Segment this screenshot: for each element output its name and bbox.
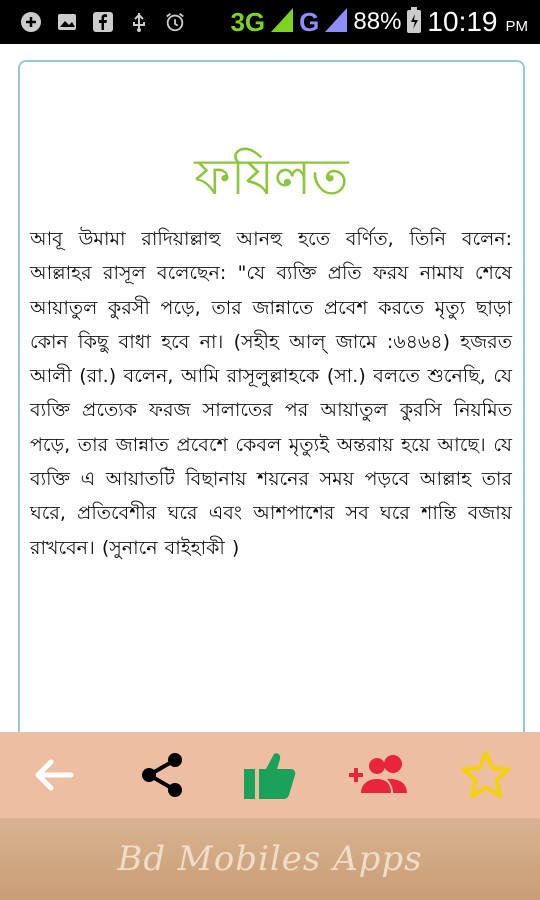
image-icon [56,11,78,33]
battery-icon [407,7,421,37]
article-body: আবূ উমামা রাদিয়াল্লাহু আনহু হতে বর্ণিত, তিনি বলেন: আল্লাহর রাসূল বলেছেন: "যে ব্যক্তি প্রতি ফরয নামায শেষে আয়াতুল কুরসী পড়ে, তার জান্নাতে প্রবেশ করতে মৃত্যু ছাড়া কোন কিছু বাধা হবে না। (সহীহ আল্ জামে :৬৪৬৪) হজরত আলী (রা.) বলেন, আমি রাসূলুল্লাহকে (সা.) বলতে শুনেছি, যে ব্যক্তি প্রত্যেক ফরজ সালাতের পর আয়াতুল কুরসি নিয়মিত পড়ে, তার জান্নাত প্রবেশে কেবল মৃত্যুই অন্তরায় হয়ে আছে। যে ব্যক্তি এ আয়াতটি বিছানায় শয়নের সময় পড়বে আল্লাহ তার ঘরে, প্রতিবেশীর ঘরে এবং আশপাশের সব ঘরে শান্তি বজায় রাখবেন। (সুনানে বাইহাকী ) [30,228,512,559]
battery-percent: 88% [353,8,402,35]
add-friend-button[interactable] [346,743,410,807]
clock-time: 10:19 [427,6,498,37]
network-g-label: G [299,6,320,37]
facebook-icon [92,11,114,33]
favorite-button[interactable] [454,743,518,807]
footer-banner [0,818,540,900]
share-button[interactable] [130,743,194,807]
share-icon [137,750,187,800]
alarm-icon [164,11,186,33]
like-button[interactable] [238,743,302,807]
article-title: ফযিলত [194,148,349,206]
content-area [0,44,540,732]
add-user-icon [347,753,409,797]
clock-ampm: PM [505,17,528,35]
action-bar [0,732,540,818]
status-bar [0,0,540,44]
network-3g-label: 3G [230,6,266,37]
back-button[interactable] [22,743,86,807]
thumbs-up-icon [242,749,298,801]
arrow-left-icon [29,750,79,800]
signal-icon [325,8,347,36]
signal-icon [271,8,293,36]
brand-text: Bd Mobiles Apps [117,839,423,879]
add-circle-icon [20,11,42,33]
article-card [18,60,525,764]
star-icon [460,749,512,801]
usb-icon [128,11,150,33]
